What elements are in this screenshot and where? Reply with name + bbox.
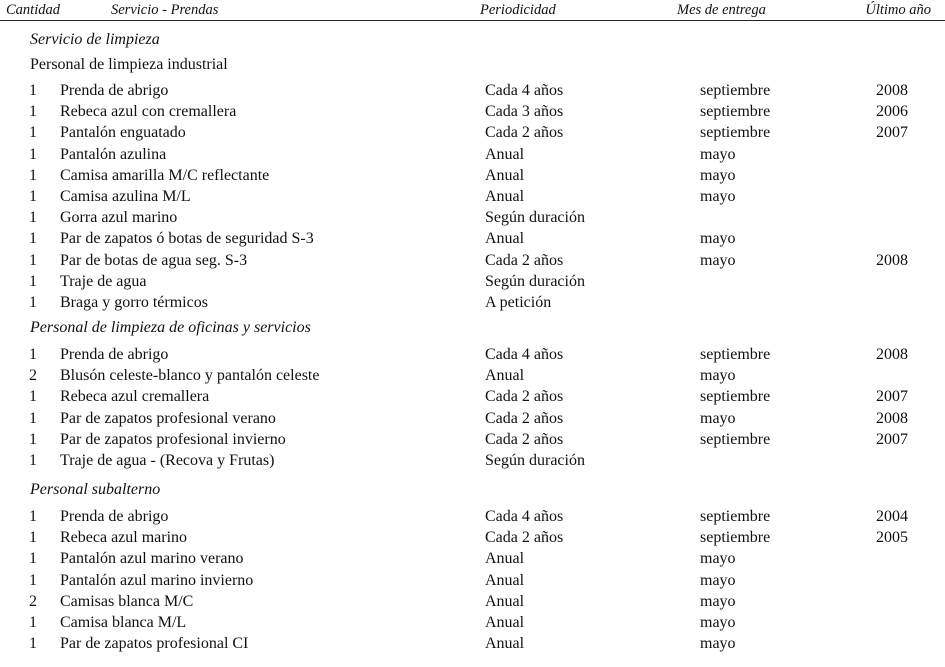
- cell-periodicidad: Según duración: [485, 272, 585, 290]
- cell-periodicidad: Anual: [485, 571, 525, 589]
- section-title-oficinas-servicios: Personal de limpieza de oficinas y servicios: [30, 319, 311, 336]
- cell-cantidad: 1: [29, 209, 37, 227]
- cell-mes-entrega: mayo: [700, 550, 736, 568]
- cell-ultimo-ano: 2008: [876, 251, 908, 269]
- table-row: [0, 452, 945, 473]
- cell-cantidad: 1: [29, 529, 37, 547]
- cell-mes-entrega: septiembre: [700, 508, 771, 525]
- cell-periodicidad: Cada 2 años: [485, 124, 564, 142]
- cell-periodicidad: Cada 2 años: [485, 409, 564, 427]
- cell-cantidad: 1: [29, 294, 37, 311]
- cell-mes-entrega: mayo: [700, 571, 736, 589]
- cell-cantidad: 1: [29, 346, 37, 363]
- cell-prenda: Blusón celeste-blanco y pantalón celeste: [60, 367, 320, 385]
- header-periodicidad: Periodicidad: [480, 2, 556, 18]
- cell-periodicidad: Anual: [485, 614, 525, 631]
- cell-mes-entrega: mayo: [700, 614, 736, 631]
- table-row: [0, 82, 945, 103]
- cell-periodicidad: Anual: [485, 592, 525, 610]
- cell-ultimo-ano: 2006: [876, 103, 908, 121]
- cell-prenda: Camisa blanca M/L: [60, 614, 187, 631]
- table-row: [0, 146, 945, 167]
- cell-periodicidad: Anual: [485, 188, 525, 205]
- cell-prenda: Par de zapatos profesional verano: [60, 409, 276, 427]
- cell-cantidad: 1: [29, 388, 37, 406]
- header-mes-entrega: Mes de entrega: [677, 2, 766, 18]
- cell-periodicidad: Cada 4 años: [485, 82, 564, 99]
- cell-periodicidad: Según duración: [485, 452, 585, 469]
- cell-mes-entrega: septiembre: [700, 388, 771, 406]
- cell-periodicidad: Anual: [485, 550, 525, 568]
- cell-cantidad: 1: [29, 508, 37, 525]
- cell-cantidad: 1: [29, 82, 37, 99]
- cell-prenda: Pantalón azul marino verano: [60, 550, 244, 568]
- cell-mes-entrega: mayo: [700, 635, 736, 653]
- cell-mes-entrega: mayo: [700, 592, 736, 610]
- cell-prenda: Prenda de abrigo: [60, 82, 169, 99]
- table-row: [0, 346, 945, 367]
- cell-periodicidad: A petición: [485, 294, 552, 311]
- cell-mes-entrega: septiembre: [700, 103, 771, 121]
- cell-cantidad: 1: [29, 635, 37, 653]
- cell-cantidad: 1: [29, 230, 37, 248]
- cell-cantidad: 1: [29, 166, 37, 184]
- cell-prenda: Gorra azul marino: [60, 209, 178, 227]
- cell-prenda: Camisa amarilla M/C reflectante: [60, 166, 270, 184]
- cell-mes-entrega: mayo: [700, 230, 736, 248]
- cell-ultimo-ano: 2007: [876, 430, 908, 448]
- cell-cantidad: 1: [29, 272, 37, 290]
- cell-cantidad: 2: [29, 592, 37, 610]
- table-row: [0, 294, 945, 315]
- cell-periodicidad: Cada 4 años: [485, 346, 564, 363]
- cell-cantidad: 1: [29, 124, 37, 142]
- table-row: [0, 593, 945, 614]
- cell-prenda: Camisa azulina M/L: [60, 188, 191, 205]
- cell-cantidad: 1: [29, 571, 37, 589]
- cell-periodicidad: Cada 2 años: [485, 529, 564, 547]
- table-row: [0, 367, 945, 388]
- table-row: [0, 529, 945, 550]
- cell-prenda: Traje de agua: [60, 272, 147, 290]
- table-row: [0, 550, 945, 571]
- cell-periodicidad: Anual: [485, 145, 525, 163]
- cell-cantidad: 1: [29, 550, 37, 568]
- cell-mes-entrega: mayo: [700, 409, 736, 427]
- header-cantidad: Cantidad: [6, 2, 60, 18]
- cell-prenda: Rebeca azul marino: [60, 529, 188, 547]
- cell-mes-entrega: septiembre: [700, 124, 771, 142]
- cell-mes-entrega: mayo: [700, 367, 736, 385]
- cell-cantidad: 1: [29, 188, 37, 205]
- cell-periodicidad: Anual: [485, 230, 525, 248]
- cell-ultimo-ano: 2008: [876, 409, 908, 427]
- cell-prenda: Traje de agua - (Recova y Frutas): [60, 452, 275, 469]
- header-servicio-prendas: Servicio - Prendas: [111, 2, 219, 18]
- cell-prenda: Pantalón azulina: [60, 145, 167, 163]
- cell-ultimo-ano: 2004: [876, 508, 908, 525]
- cell-prenda: Prenda de abrigo: [60, 508, 169, 525]
- cell-prenda: Par de zapatos profesional CI: [60, 635, 249, 653]
- cell-mes-entrega: mayo: [700, 251, 736, 269]
- cell-periodicidad: Cada 2 años: [485, 388, 564, 406]
- cell-prenda: Rebeca azul cremallera: [60, 388, 210, 406]
- section-title-limpieza-industrial: Personal de limpieza industrial: [30, 56, 228, 73]
- cell-prenda: Braga y gorro térmicos: [60, 294, 208, 311]
- cell-mes-entrega: septiembre: [700, 430, 771, 448]
- cell-periodicidad: Cada 3 años: [485, 103, 564, 121]
- table-row: [0, 614, 945, 635]
- cell-periodicidad: Anual: [485, 166, 525, 184]
- section-title-subalterno: Personal subalterno: [30, 481, 161, 498]
- table-row: [0, 167, 945, 188]
- cell-cantidad: 1: [29, 452, 37, 469]
- cell-prenda: Par de botas de agua seg. S-3: [60, 251, 248, 269]
- table-row: [0, 124, 945, 145]
- cell-periodicidad: Cada 2 años: [485, 430, 564, 448]
- cell-cantidad: 1: [29, 251, 37, 269]
- cell-periodicidad: Cada 4 años: [485, 508, 564, 525]
- cell-cantidad: 1: [29, 103, 37, 121]
- cell-cantidad: 1: [29, 145, 37, 163]
- table-row: [0, 572, 945, 593]
- table-row: [0, 103, 945, 124]
- cell-periodicidad: Cada 2 años: [485, 251, 564, 269]
- table-row: [0, 388, 945, 409]
- table-row: [0, 431, 945, 452]
- table-row: [0, 273, 945, 294]
- cell-cantidad: 1: [29, 614, 37, 631]
- cell-periodicidad: Anual: [485, 635, 525, 653]
- cell-prenda: Pantalón enguatado: [60, 124, 186, 142]
- cell-mes-entrega: mayo: [700, 166, 736, 184]
- table-row: [0, 188, 945, 209]
- table-header: [0, 0, 945, 21]
- table-row: [0, 508, 945, 529]
- cell-mes-entrega: septiembre: [700, 82, 771, 99]
- cell-cantidad: 2: [29, 367, 37, 385]
- cell-ultimo-ano: 2005: [876, 529, 908, 547]
- cell-mes-entrega: mayo: [700, 145, 736, 163]
- table-row: [0, 230, 945, 251]
- cell-mes-entrega: septiembre: [700, 346, 771, 363]
- cell-mes-entrega: septiembre: [700, 529, 771, 547]
- cell-ultimo-ano: 2008: [876, 82, 908, 99]
- cell-prenda: Rebeca azul con cremallera: [60, 103, 237, 121]
- cell-periodicidad: Según duración: [485, 209, 585, 227]
- cell-prenda: Camisas blanca M/C: [60, 592, 194, 610]
- cell-mes-entrega: mayo: [700, 188, 736, 205]
- cell-ultimo-ano: 2007: [876, 124, 908, 142]
- table-row: [0, 252, 945, 273]
- header-ultimo-ano: Último año: [865, 2, 931, 18]
- cell-prenda: Pantalón azul marino invierno: [60, 571, 254, 589]
- table-row: [0, 410, 945, 431]
- table-row: [0, 209, 945, 230]
- cell-prenda: Par de zapatos ó botas de seguridad S-3: [60, 230, 314, 248]
- cell-periodicidad: Anual: [485, 367, 525, 385]
- cell-cantidad: 1: [29, 409, 37, 427]
- table-row: [0, 635, 945, 656]
- cell-prenda: Prenda de abrigo: [60, 346, 169, 363]
- cell-prenda: Par de zapatos profesional invierno: [60, 430, 286, 448]
- cell-cantidad: 1: [29, 430, 37, 448]
- cell-ultimo-ano: 2007: [876, 388, 908, 406]
- section-title-servicio-limpieza: Servicio de limpieza: [30, 31, 160, 48]
- cell-ultimo-ano: 2008: [876, 346, 908, 363]
